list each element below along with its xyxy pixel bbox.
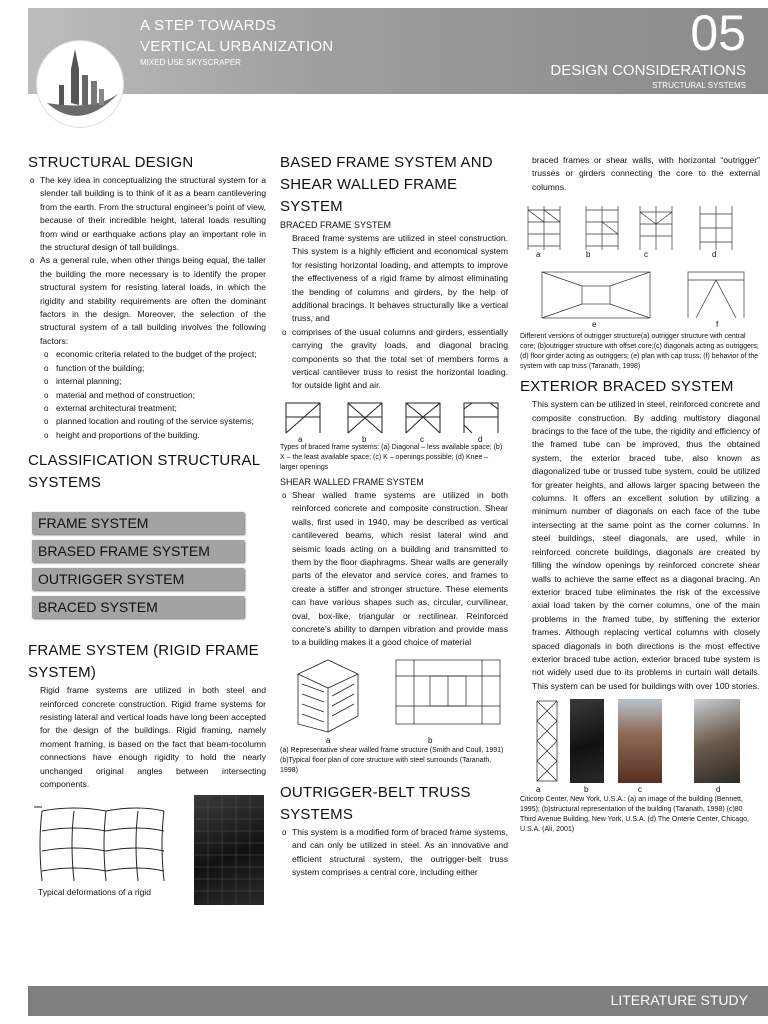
exterior-braced-caption: Citicorp Center, New York, U.S.A.: (a) an image of the building (Bennett, 1995); (b)structural representation of the building (Taranath, 1998) (c)80 Third Avenue Building, New York, U.S.A. (d) The Onterie Center, Chicago, U.S.A. (Ali, 2001)	[520, 796, 749, 834]
braced-frame-text-2: o comprises of the usual columns and girders, essentially carrying the gravity loads, and diagonal bracing components so that the total set of members forms a vertical cantilever truss to resist the horizontal loading. for outside light and air.	[280, 326, 508, 393]
header-title-line2: VERTICAL URBANIZATION	[140, 38, 334, 55]
column-middle	[280, 152, 508, 879]
footer-label: LITERATURE STUDY	[610, 992, 748, 1008]
fig-label: c	[644, 250, 648, 260]
fig-label: b	[586, 250, 591, 260]
factors-list	[28, 348, 266, 442]
classification-item-frame: FRAME SYSTEM	[32, 512, 244, 534]
structural-design-heading: STRUCTURAL DESIGN	[28, 154, 194, 171]
fig-label: a	[326, 735, 331, 745]
rigid-frame-deformation-diagram	[34, 803, 174, 887]
outrigger-text: o This system is a modified form of braced frame systems, and can only be utilized in steel. As an innovative and efficient structural system, the outrigger-belt truss system comprises a central core, including either	[280, 826, 508, 880]
classification-item-outrigger: OUTRIGGER SYSTEM	[32, 568, 244, 590]
shear-walled-text: o Shear walled frame systems are utilized in both reinforced concrete and composite construction. Shear walls, first used in 1940, may be described as vertical cantilevered beams, which resist lateral wind and seismic loads acting on a building and transmitted to them by the floor diaphragms. Shear walls are generally parts of the elevator and service cores, and frames to create a stiffer and stronger structure. These elements can have various shapes such as, circular, curvilinear, oval, box-like, triangular or rectilinear. Reinforced concrete's ability to dampen vibration and provide mass to a building makes it a good choice of material	[280, 489, 508, 650]
classification-item-braced: BRACED SYSTEM	[32, 596, 244, 618]
outrigger-caption: Different versions of outrigger structure(a) outrigger structure with central core; (b)outrigger structure with offset core;(c) diagonals acting as outriggers; (d) floor girder acting as outriggers; (e) plan with cap truss; (f) behavior of the system with cap truss (Taranath, 1998)	[520, 333, 759, 371]
shear-walled-subheading: SHEAR WALLED FRAME SYSTEM	[280, 476, 424, 487]
fig-label: b	[428, 735, 433, 745]
exterior-braced-heading: EXTERIOR BRACED SYSTEM	[520, 378, 734, 396]
factor-item: o material and method of construction;	[40, 389, 266, 402]
outrigger-continued-text: braced frames or shear walls, with horizontal “outrigger” trusses or girders connecting the core to the external columns.	[532, 155, 760, 192]
fig-label: e	[592, 320, 597, 330]
fig-label: d	[478, 434, 483, 444]
frame-system-heading: FRAME SYSTEM (RIGID FRAME SYSTEM)	[28, 642, 259, 682]
header-subtitle: MIXED USE SKYSCRAPER	[140, 58, 241, 67]
classification-heading: CLASSIFICATION STRUCTURAL SYSTEMS	[28, 452, 260, 492]
skyscraper-logo-icon	[36, 40, 124, 128]
citicorp-structure-diagram	[534, 699, 560, 783]
shear-walled-caption: (a) Representative shear walled frame structure (Smith and Coull, 1991) (b)Typical floor plan of core structure with steel surrounds (Taranath, 1998)	[280, 746, 504, 774]
structural-design-bullet-1: o The key idea in conceptualizing the structural system for a slender tall building is to think of it as a beam cantilevering from the earth. From the structural engineer's point of view, because of their incredible height, lateral loads resulting from wind or earthquake actions play an important role in the structural design of tall buildings.	[28, 174, 266, 254]
column-right	[520, 154, 760, 835]
core-floor-plan-diagram	[394, 658, 502, 728]
rigid-frame-caption: Typical deformations of a rigid	[38, 887, 151, 898]
fig-label: b	[584, 785, 589, 795]
fig-label: d	[712, 250, 717, 260]
fig-label: c	[420, 434, 424, 444]
page-footer	[28, 986, 768, 1016]
frame-system-text: Rigid frame systems are utilized in both steel and reinforced concrete construction. Rigid frame systems for resisting lateral and vertical loads have long been accepted for the design of the buildings. Rigid framing, namely moment framing, is based on the fact that beam-tocolumn connections have enough rigidity to hold the nearly unchanged original angles between intersecting components.	[40, 685, 266, 789]
factor-item: o function of the building;	[40, 362, 266, 375]
classification-list	[28, 512, 266, 618]
fig-label: a	[536, 250, 541, 260]
factor-item: o height and proportions of the building.	[40, 429, 266, 442]
outrigger-versions-diagram	[520, 200, 760, 332]
citicorp-photo	[570, 699, 604, 783]
braced-frame-caption: Types of braced frame systems: (a) Diagonal – less available space; (b) X – the least available space; (c) K – openings possible; (d) Knee – larger openings	[280, 443, 503, 471]
subsection-title: STRUCTURAL SYSTEMS	[652, 81, 746, 90]
exterior-braced-figures	[520, 699, 760, 795]
outrigger-heading: OUTRIGGER-BELT TRUSS SYSTEMS	[280, 783, 471, 823]
factor-item: o economic criteria related to the budget of the project;	[40, 348, 266, 361]
factor-item: o internal planning;	[40, 375, 266, 388]
fig-label: d	[716, 785, 721, 795]
braced-frame-text-1: Braced frame systems are utilized in steel construction. This system is a highly efficient and economical system for resisting horizontal loading, and attempts to improve the effectiveness of a rigid frame by almost eliminating the bending of columns and girders, by the help of additional bracings. It behaves structurally like a vertical truss, and	[292, 233, 508, 324]
page-header	[28, 5, 768, 94]
factor-item: o external architectural treatment;	[40, 402, 266, 415]
shear-wall-axonometric-diagram	[288, 654, 368, 734]
fig-label: a	[536, 785, 541, 795]
rigid-frame-building-photo	[194, 795, 264, 905]
third-avenue-building-photo	[618, 699, 662, 783]
section-number: 05	[690, 5, 746, 61]
shear-walled-figures	[280, 654, 508, 746]
exterior-braced-text: This system can be utilized in steel, reinforced concrete and composite construction. By adding multistory diagonal bracings to the face of the tube, the rigidity and efficiency of the framed tube can be improved, thus the obtained system, the exterior braced tube, also known as diagonalized tube or trussed tube system, could be utilized for greater heights, and allows larger spacing between the columns. It offers an excellent solution by utilizing a minimum number of diagonals on each face of the tube intersecting at the same point as the corner columns. In steel buildings, steel diagonals, are used, while in reinforced concrete buildings, diagonals are created by filling the window openings by reinforced concrete shear walls to achieve the same effect as a diagonal bracing. An exterior braced tube eliminates the risk of the excessive axial load taken by the corner columns, one of the main problems in the framed tube, by stiffening the exterior frames. Although replacing vertical columns with closely spaced diagonals in both directions is the most effective exterior braced tube action, exterior braced tube system is not widely used due to its problems in curtain wall details. This system can be used for buildings with over 100 stories.	[532, 399, 760, 691]
fig-label: c	[638, 785, 642, 795]
classification-item-braced-frame: BRASED FRAME SYSTEM	[32, 540, 244, 562]
section-title: DESIGN CONSIDERATIONS	[550, 62, 746, 79]
header-title-line1: A STEP TOWARDS	[140, 17, 277, 34]
fig-label: f	[716, 320, 719, 330]
fig-label: a	[298, 434, 303, 444]
column-left	[28, 152, 266, 911]
fig-label: b	[362, 434, 367, 444]
braced-shear-heading: BASED FRAME SYSTEM AND SHEAR WALLED FRAME SYSTEM	[280, 154, 493, 215]
rigid-frame-figures	[28, 799, 266, 911]
braced-frame-types-diagram	[280, 399, 508, 443]
onterie-center-photo	[694, 699, 740, 783]
factor-item: o planned location and routing of the service systems;	[40, 415, 266, 428]
structural-design-bullet-2: o As a general rule, when other things being equal, the taller the building the more necessary is to identify the proper structural system for resisting lateral loads, in which the rigidity and stability requirements are often the dominant factors in the design. Moreover, the selection of the structural system of a tall building involves the following factors:	[28, 254, 266, 348]
braced-frame-subheading: BRACED FRAME SYSTEM	[280, 220, 392, 230]
